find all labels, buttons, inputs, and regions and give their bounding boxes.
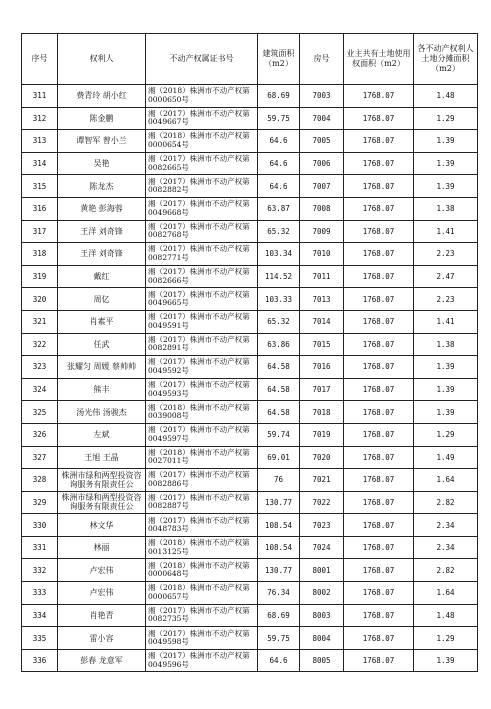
cell-owner: 王洋 刘奇锋 <box>58 220 146 243</box>
cell-no: 314 <box>22 152 58 175</box>
cell-no: 333 <box>22 582 58 605</box>
cell-shared-land: 1768.07 <box>344 310 414 333</box>
cell-certificate: 湘（2017）株洲市不动产权第0048783号 <box>146 514 258 537</box>
cell-certificate: 湘（2017）株洲市不动产权第0049598号 <box>146 627 258 650</box>
cell-land-share: 2.47 <box>414 265 478 288</box>
cell-room: 7011 <box>300 265 344 288</box>
cell-land-share: 1.39 <box>414 649 478 672</box>
cell-no: 317 <box>22 220 58 243</box>
cell-building-area: 103.34 <box>258 243 300 266</box>
cell-building-area: 130.77 <box>258 491 300 514</box>
cell-room: 7008 <box>300 197 344 220</box>
cell-owner: 熊丰 <box>58 378 146 401</box>
cell-certificate: 湘（2017）株洲市不动产权第0049597号 <box>146 423 258 446</box>
cell-room: 7020 <box>300 446 344 469</box>
cell-room: 7006 <box>300 152 344 175</box>
cell-land-share: 1.41 <box>414 310 478 333</box>
cell-building-area: 64.58 <box>258 401 300 424</box>
table-row <box>22 288 478 311</box>
cell-shared-land: 1768.07 <box>344 423 414 446</box>
table-row <box>22 175 478 198</box>
cell-owner: 谭智军 曾小兰 <box>58 130 146 153</box>
cell-certificate: 湘（2017）株洲市不动产权第0049668号 <box>146 197 258 220</box>
header-building-area: 建筑面积（m2） <box>258 34 300 85</box>
cell-shared-land: 1768.07 <box>344 85 414 108</box>
table-row <box>22 469 478 492</box>
cell-shared-land: 1768.07 <box>344 446 414 469</box>
cell-owner: 陈龙杰 <box>58 175 146 198</box>
table-row <box>22 514 478 537</box>
cell-certificate: 湘（2018）株洲市不动产权第0039008号 <box>146 401 258 424</box>
cell-no: 319 <box>22 265 58 288</box>
cell-shared-land: 1768.07 <box>344 604 414 627</box>
table-row <box>22 559 478 582</box>
cell-room: 8004 <box>300 627 344 650</box>
cell-land-share: 1.39 <box>414 175 478 198</box>
cell-building-area: 64.6 <box>258 649 300 672</box>
cell-land-share: 1.38 <box>414 197 478 220</box>
cell-shared-land: 1768.07 <box>344 582 414 605</box>
cell-room: 7015 <box>300 333 344 356</box>
table-row <box>22 310 478 333</box>
cell-land-share: 1.39 <box>414 356 478 379</box>
cell-no: 331 <box>22 536 58 559</box>
cell-owner: 陈金鹏 <box>58 107 146 130</box>
cell-certificate: 湘（2018）株洲市不动产权第0027011号 <box>146 446 258 469</box>
cell-shared-land: 1768.07 <box>344 378 414 401</box>
cell-land-share: 1.48 <box>414 85 478 108</box>
cell-room: 8001 <box>300 559 344 582</box>
cell-owner: 张耀匀 周媛 蔡帅帅 <box>58 356 146 379</box>
cell-owner: 株洲市绿和两型投资咨询服务有限责任公 <box>58 491 146 514</box>
table-row <box>22 446 478 469</box>
cell-owner: 肖素平 <box>58 310 146 333</box>
cell-room: 7021 <box>300 469 344 492</box>
cell-land-share: 1.29 <box>414 107 478 130</box>
cell-room: 7003 <box>300 85 344 108</box>
cell-land-share: 2.23 <box>414 243 478 266</box>
table-row <box>22 627 478 650</box>
cell-owner: 林丽 <box>58 536 146 559</box>
table-body <box>22 85 478 672</box>
table-row <box>22 197 478 220</box>
cell-shared-land: 1768.07 <box>344 401 414 424</box>
cell-shared-land: 1768.07 <box>344 333 414 356</box>
header-land-share: 各不动产权利人土地分摊面积（m2） <box>414 34 478 85</box>
cell-no: 328 <box>22 469 58 492</box>
cell-owner: 王洋 刘奇锋 <box>58 243 146 266</box>
cell-room: 7023 <box>300 514 344 537</box>
cell-owner: 吴艳 <box>58 152 146 175</box>
table-row <box>22 378 478 401</box>
cell-land-share: 1.39 <box>414 152 478 175</box>
cell-shared-land: 1768.07 <box>344 107 414 130</box>
table-row <box>22 491 478 514</box>
cell-building-area: 64.58 <box>258 378 300 401</box>
table-row <box>22 243 478 266</box>
cell-owner: 卢宏伟 <box>58 582 146 605</box>
cell-owner: 王旭 王晶 <box>58 446 146 469</box>
cell-no: 329 <box>22 491 58 514</box>
cell-no: 332 <box>22 559 58 582</box>
header-room: 房号 <box>300 34 344 85</box>
header-certificate: 不动产权属证书号 <box>146 34 258 85</box>
cell-shared-land: 1768.07 <box>344 197 414 220</box>
cell-no: 313 <box>22 130 58 153</box>
cell-shared-land: 1768.07 <box>344 288 414 311</box>
cell-building-area: 64.58 <box>258 356 300 379</box>
cell-shared-land: 1768.07 <box>344 491 414 514</box>
table-row <box>22 152 478 175</box>
cell-room: 7010 <box>300 243 344 266</box>
cell-owner: 任武 <box>58 333 146 356</box>
cell-land-share: 1.29 <box>414 627 478 650</box>
cell-certificate: 湘（2017）株洲市不动产权第0082771号 <box>146 243 258 266</box>
cell-certificate: 湘（2017）株洲市不动产权第0049592号 <box>146 356 258 379</box>
cell-building-area: 65.32 <box>258 310 300 333</box>
cell-owner: 雷小容 <box>58 627 146 650</box>
table-row <box>22 220 478 243</box>
cell-no: 315 <box>22 175 58 198</box>
cell-certificate: 湘（2017）株洲市不动产权第0082768号 <box>146 220 258 243</box>
cell-shared-land: 1768.07 <box>344 220 414 243</box>
cell-shared-land: 1768.07 <box>344 559 414 582</box>
cell-shared-land: 1768.07 <box>344 243 414 266</box>
cell-certificate: 湘（2017）株洲市不动产权第0082666号 <box>146 265 258 288</box>
cell-land-share: 2.23 <box>414 288 478 311</box>
table-row <box>22 423 478 446</box>
table-row <box>22 536 478 559</box>
cell-room: 7017 <box>300 378 344 401</box>
cell-certificate: 湘（2017）株洲市不动产权第0082891号 <box>146 333 258 356</box>
cell-certificate: 湘（2017）株洲市不动产权第0049593号 <box>146 378 258 401</box>
cell-building-area: 76.34 <box>258 582 300 605</box>
cell-no: 311 <box>22 85 58 108</box>
cell-owner: 株洲市绿和两型投资咨询服务有限责任公 <box>58 469 146 492</box>
cell-no: 334 <box>22 604 58 627</box>
cell-certificate: 湘（2017）株洲市不动产权第0049596号 <box>146 649 258 672</box>
cell-shared-land: 1768.07 <box>344 265 414 288</box>
cell-certificate: 湘（2017）株洲市不动产权第0082735号 <box>146 604 258 627</box>
cell-land-share: 1.41 <box>414 220 478 243</box>
table-row <box>22 649 478 672</box>
cell-land-share: 1.48 <box>414 604 478 627</box>
cell-building-area: 59.75 <box>258 107 300 130</box>
table-row <box>22 107 478 130</box>
cell-certificate: 湘（2018）株洲市不动产权第0000657号 <box>146 582 258 605</box>
cell-building-area: 63.87 <box>258 197 300 220</box>
cell-owner: 彭春 龙意军 <box>58 649 146 672</box>
cell-room: 7005 <box>300 130 344 153</box>
cell-building-area: 130.77 <box>258 559 300 582</box>
cell-land-share: 2.82 <box>414 559 478 582</box>
cell-building-area: 108.54 <box>258 536 300 559</box>
cell-room: 7016 <box>300 356 344 379</box>
cell-no: 320 <box>22 288 58 311</box>
cell-certificate: 湘（2017）株洲市不动产权第0082665号 <box>146 152 258 175</box>
cell-no: 318 <box>22 243 58 266</box>
cell-owner: 肖艳青 <box>58 604 146 627</box>
cell-owner: 左斌 <box>58 423 146 446</box>
table-row <box>22 401 478 424</box>
document-page <box>21 33 477 672</box>
cell-no: 322 <box>22 333 58 356</box>
cell-certificate: 湘（2017）株洲市不动产权第0049667号 <box>146 107 258 130</box>
cell-room: 7009 <box>300 220 344 243</box>
cell-shared-land: 1768.07 <box>344 130 414 153</box>
table-row <box>22 604 478 627</box>
cell-room: 7024 <box>300 536 344 559</box>
cell-land-share: 1.64 <box>414 582 478 605</box>
cell-certificate: 湘（2017）株洲市不动产权第0082887号 <box>146 491 258 514</box>
cell-no: 330 <box>22 514 58 537</box>
cell-certificate: 湘（2018）株洲市不动产权第0000648号 <box>146 559 258 582</box>
cell-building-area: 63.86 <box>258 333 300 356</box>
cell-certificate: 湘（2017）株洲市不动产权第0049665号 <box>146 288 258 311</box>
cell-no: 335 <box>22 627 58 650</box>
cell-owner: 林文华 <box>58 514 146 537</box>
table-row <box>22 130 478 153</box>
cell-room: 7019 <box>300 423 344 446</box>
cell-no: 325 <box>22 401 58 424</box>
cell-land-share: 1.49 <box>414 446 478 469</box>
cell-land-share: 1.39 <box>414 130 478 153</box>
cell-room: 7022 <box>300 491 344 514</box>
cell-owner: 卢宏伟 <box>58 559 146 582</box>
cell-building-area: 65.32 <box>258 220 300 243</box>
table-row <box>22 582 478 605</box>
cell-certificate: 湘（2017）株洲市不动产权第0082886号 <box>146 469 258 492</box>
cell-shared-land: 1768.07 <box>344 649 414 672</box>
cell-building-area: 64.6 <box>258 130 300 153</box>
cell-building-area: 103.33 <box>258 288 300 311</box>
cell-owner: 费青玲 胡小红 <box>58 85 146 108</box>
cell-shared-land: 1768.07 <box>344 536 414 559</box>
header-owner: 权利人 <box>58 34 146 85</box>
cell-shared-land: 1768.07 <box>344 152 414 175</box>
cell-building-area: 108.54 <box>258 514 300 537</box>
cell-land-share: 2.34 <box>414 536 478 559</box>
cell-no: 312 <box>22 107 58 130</box>
cell-certificate: 湘（2018）株洲市不动产权第0000650号 <box>146 85 258 108</box>
cell-building-area: 64.6 <box>258 152 300 175</box>
table-row <box>22 265 478 288</box>
cell-no: 323 <box>22 356 58 379</box>
header-no: 序号 <box>22 34 58 85</box>
cell-owner: 汤光伟 汤骏杰 <box>58 401 146 424</box>
cell-building-area: 59.75 <box>258 627 300 650</box>
cell-no: 324 <box>22 378 58 401</box>
cell-room: 7004 <box>300 107 344 130</box>
cell-building-area: 59.74 <box>258 423 300 446</box>
cell-shared-land: 1768.07 <box>344 356 414 379</box>
cell-no: 316 <box>22 197 58 220</box>
cell-owner: 黄艳 彭海蓉 <box>58 197 146 220</box>
cell-shared-land: 1768.07 <box>344 514 414 537</box>
cell-land-share: 1.38 <box>414 333 478 356</box>
cell-building-area: 68.69 <box>258 604 300 627</box>
cell-room: 7014 <box>300 310 344 333</box>
cell-room: 7018 <box>300 401 344 424</box>
cell-building-area: 69.01 <box>258 446 300 469</box>
cell-room: 8003 <box>300 604 344 627</box>
table-header <box>22 34 478 85</box>
cell-certificate: 湘（2017）株洲市不动产权第0082882号 <box>146 175 258 198</box>
cell-shared-land: 1768.07 <box>344 469 414 492</box>
cell-room: 8005 <box>300 649 344 672</box>
cell-no: 327 <box>22 446 58 469</box>
cell-land-share: 1.64 <box>414 469 478 492</box>
cell-shared-land: 1768.07 <box>344 627 414 650</box>
cell-no: 336 <box>22 649 58 672</box>
cell-building-area: 64.6 <box>258 175 300 198</box>
cell-land-share: 2.82 <box>414 491 478 514</box>
cell-owner: 周亿 <box>58 288 146 311</box>
cell-land-share: 2.34 <box>414 514 478 537</box>
cell-no: 321 <box>22 310 58 333</box>
table-row <box>22 333 478 356</box>
cell-land-share: 1.39 <box>414 401 478 424</box>
cell-shared-land: 1768.07 <box>344 175 414 198</box>
table-row <box>22 356 478 379</box>
table-row <box>22 85 478 108</box>
cell-building-area: 114.52 <box>258 265 300 288</box>
cell-room: 7013 <box>300 288 344 311</box>
header-shared-land: 业主共有土地使用权面积（m2） <box>344 34 414 85</box>
cell-building-area: 68.69 <box>258 85 300 108</box>
cell-room: 8002 <box>300 582 344 605</box>
cell-owner: 戴红 <box>58 265 146 288</box>
cell-certificate: 湘（2018）株洲市不动产权第0000654号 <box>146 130 258 153</box>
cell-building-area: 76 <box>258 469 300 492</box>
cell-land-share: 1.29 <box>414 423 478 446</box>
cell-certificate: 湘（2018）株洲市不动产权第0013125号 <box>146 536 258 559</box>
cell-land-share: 1.39 <box>414 378 478 401</box>
cell-no: 326 <box>22 423 58 446</box>
cell-certificate: 湘（2017）株洲市不动产权第0049591号 <box>146 310 258 333</box>
property-rights-table <box>21 33 478 672</box>
cell-room: 7007 <box>300 175 344 198</box>
